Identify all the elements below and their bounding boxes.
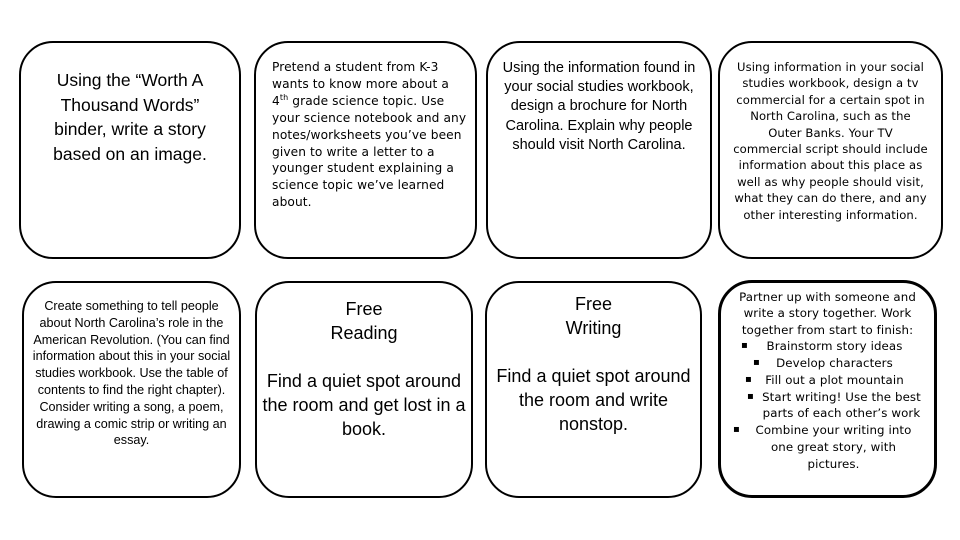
instruction-line: well as why people should visit, — [737, 174, 924, 189]
step-text: Brainstorm story ideas — [766, 339, 903, 354]
card-instructions: Using the information found in your social studies workbook, design a brochure for North Carolina. Explain why people should visit North Carolina. — [502, 60, 696, 153]
ordinal-suffix: th — [279, 92, 289, 102]
list-item — [721, 389, 934, 423]
instruction-line: information about this place as — [738, 158, 923, 173]
step-text: Develop characters — [776, 356, 893, 371]
step-text: Fill out a plot mountain — [765, 372, 904, 387]
list-item — [721, 355, 934, 372]
activity-card-american-revolution — [22, 281, 241, 498]
instruction-line: commercial script should include — [733, 142, 928, 157]
card-title-line: Reading — [330, 323, 398, 343]
step-text: Combine your writing into one great story, with pictures. — [755, 423, 912, 471]
steps-list — [721, 338, 934, 472]
intro-line: write a story together. Work — [743, 306, 912, 321]
card-instructions: Using the “Worth A Thousand Words” binder, write a story based on an image. — [53, 70, 207, 164]
bullet-icon: ▪ — [747, 390, 754, 402]
list-item — [721, 422, 934, 472]
activity-card-free-reading — [255, 281, 473, 498]
bullet-icon: ▪ — [745, 373, 752, 385]
card-title-line: Free — [345, 299, 383, 319]
instructions-part-1: Pretend a student from K-3 wants to know more about a 4 — [272, 60, 449, 108]
instruction-line: other interesting information. — [743, 207, 918, 222]
card-title — [566, 292, 622, 340]
activity-card-nc-brochure — [486, 41, 712, 259]
card-title — [330, 297, 397, 345]
card-description: Find a quiet spot around the room and write nonstop. — [496, 366, 691, 434]
card-intro — [739, 289, 916, 338]
intro-line: together from start to finish: — [741, 322, 914, 337]
list-item — [721, 372, 934, 389]
step-text: Start writing! Use the best parts of each other’s work — [762, 389, 921, 421]
activity-card-worth-a-thousand-words — [19, 41, 241, 259]
card-title-line: Writing — [565, 318, 622, 338]
instruction-line: North Carolina, such as the — [750, 109, 911, 124]
list-item — [721, 338, 934, 355]
activity-card-partner-story — [718, 280, 937, 498]
card-title-line: Free — [574, 294, 612, 314]
bullet-icon: ▪ — [753, 357, 760, 369]
activity-card-tv-commercial — [718, 41, 943, 259]
intro-line: Partner up with someone and — [739, 290, 916, 304]
bullet-icon: ▪ — [733, 424, 740, 436]
activity-card-science-letter — [254, 41, 477, 259]
card-description: Find a quiet spot around the room and get lost in a book. — [262, 371, 466, 439]
card-instructions — [732, 59, 929, 223]
bullet-icon: ▪ — [741, 340, 748, 352]
instruction-line: studies workbook, design a tv — [742, 76, 919, 91]
instruction-line: what they can do there, and any — [734, 191, 927, 206]
card-instructions — [256, 59, 475, 211]
instruction-line: Using information in your social — [736, 60, 924, 74]
card-instructions: Create something to tell people about North Carolina’s role in the American Revolution. (You can find information about this in your social studies workbook. Use the table of contents to find the right chapter). Consider writing a song, a poem, drawing a comic strip or writing an essay. — [32, 299, 231, 448]
instruction-line: commercial for a certain spot in — [736, 92, 925, 107]
activity-card-free-writing — [485, 281, 702, 498]
instructions-part-2: grade science topic. Use your science notebook and any notes/worksheets you’ve been given to write a letter to a younger student explaining a science topic we’ve learned about. — [272, 93, 467, 210]
instruction-line: Outer Banks. Your TV — [768, 125, 893, 140]
